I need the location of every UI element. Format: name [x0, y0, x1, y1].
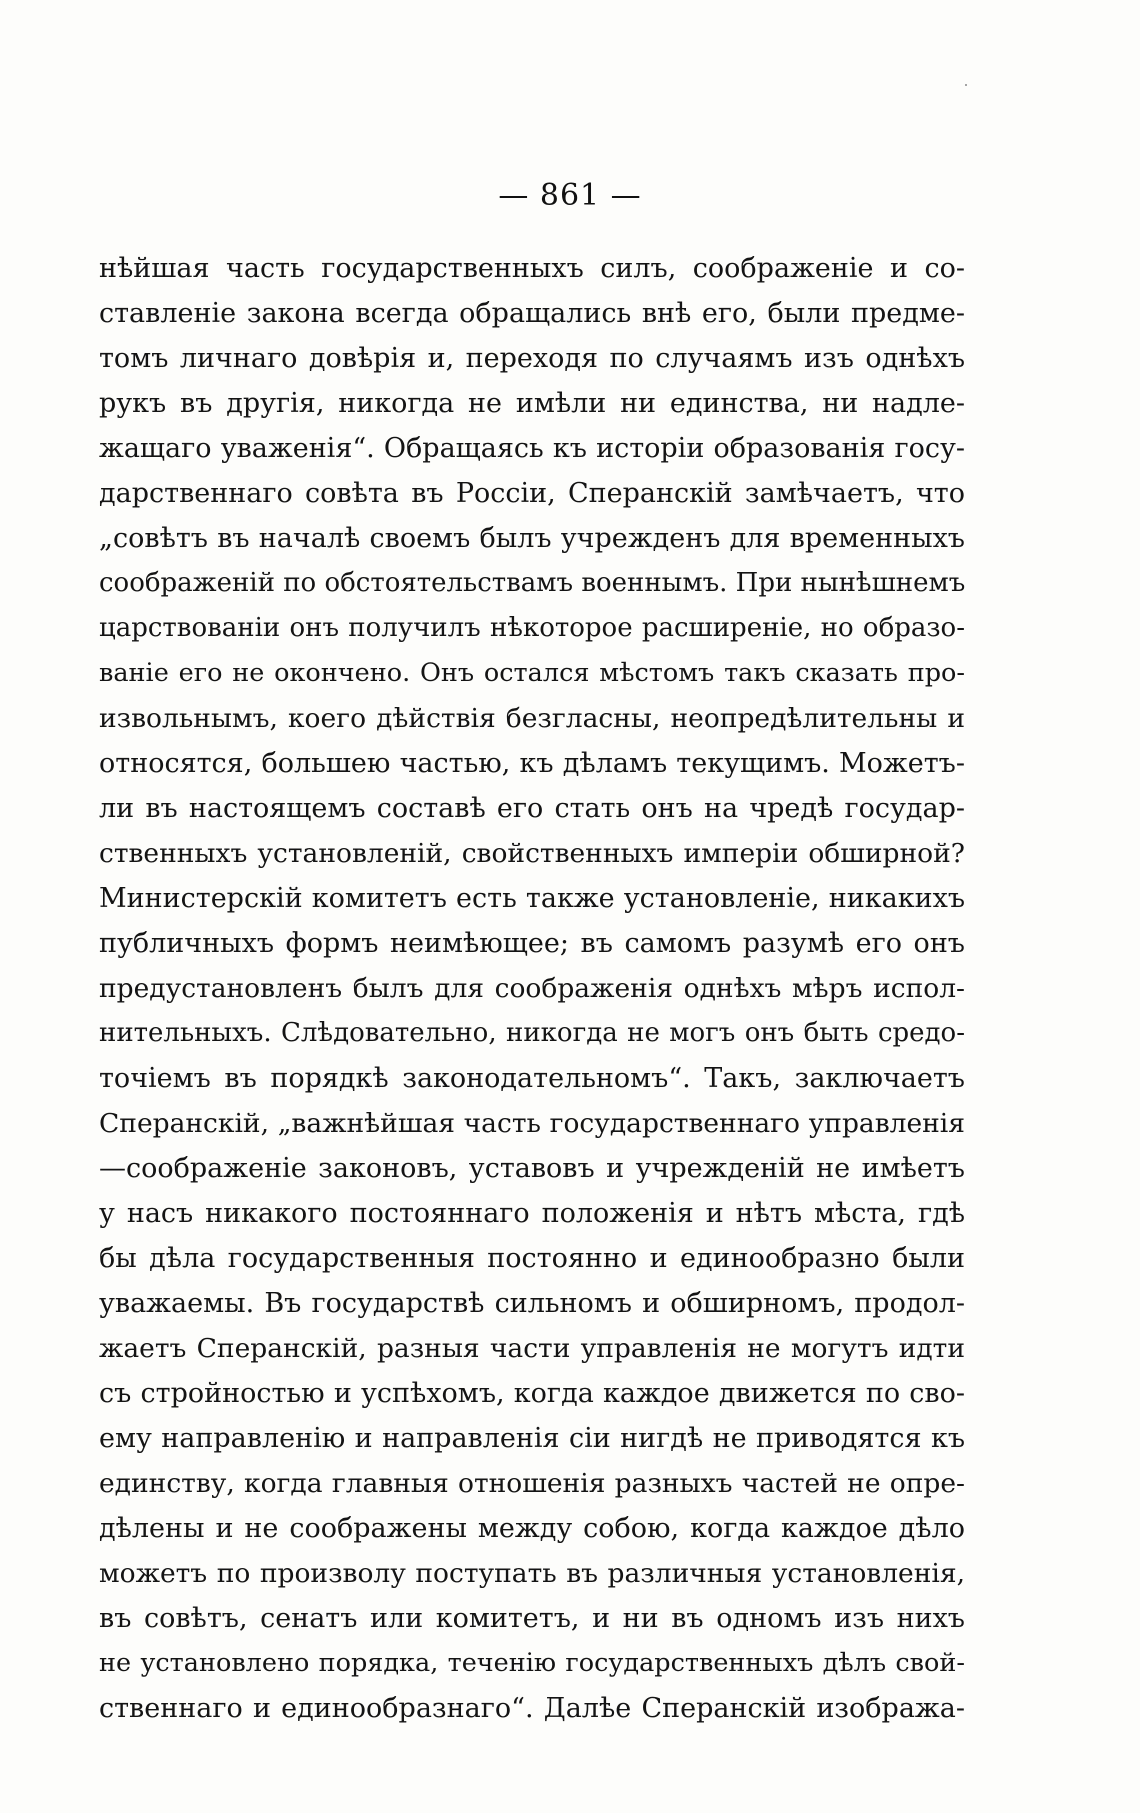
- text-line: съ стройностью и успѣхомъ, когда каждое движется по сво-: [99, 1378, 965, 1409]
- text-line: —соображеніе законовъ, уставовъ и учрежденій не имѣетъ: [99, 1153, 965, 1184]
- text-line: у насъ никакого постояннаго положенія и нѣтъ мѣста, гдѣ: [99, 1198, 965, 1229]
- text-line: жащаго уваженія“. Обращаясь къ исторіи образованія госу-: [99, 433, 965, 464]
- text-line: предустановленъ былъ для соображенія однѣхъ мѣръ испол-: [99, 973, 965, 1004]
- text-line: единству, когда главныя отношенія разныхъ частей не опре-: [99, 1468, 965, 1499]
- text-line: можетъ по произволу поступать въ различныя установленія,: [99, 1558, 965, 1589]
- text-line: уважаемы. Въ государствѣ сильномъ и обширномъ, продол-: [99, 1288, 965, 1319]
- text-line: публичныхъ формъ неимѣющее; въ самомъ разумѣ его онъ: [99, 928, 965, 959]
- text-line: въ совѣтъ, сенатъ или комитетъ, и ни въ одномъ изъ нихъ: [99, 1603, 965, 1634]
- text-line: извольнымъ, коего дѣйствія безгласны, неопредѣлительны и: [99, 703, 965, 734]
- text-line: нительныхъ. Слѣдовательно, никогда не могъ онъ быть средо-: [99, 1018, 965, 1048]
- text-line: царствованіи онъ получилъ нѣкоторое расширеніе, но образо-: [99, 613, 965, 643]
- text-line: ственнаго и единообразнаго“. Далѣе Сперанскій изобража-: [99, 1693, 965, 1724]
- text-line: Сперанскій, „важнѣйшая часть государственнаго управленія: [99, 1108, 965, 1139]
- text-line: ственныхъ установленій, свойственныхъ имперіи обширной?: [99, 838, 965, 869]
- text-line: относятся, большею частью, къ дѣламъ текущимъ. Можетъ-: [99, 748, 965, 779]
- text-line: бы дѣла государственныя постоянно и единообразно были: [99, 1243, 965, 1274]
- text-line: нѣйшая часть государственныхъ силъ, соображеніе и со-: [99, 253, 965, 284]
- page-number: — 861 —: [498, 178, 642, 213]
- text-line: томъ личнаго довѣрія и, переходя по случаямъ изъ однѣхъ: [99, 343, 965, 374]
- text-line: „совѣтъ въ началѣ своемъ былъ учрежденъ для временныхъ: [99, 523, 965, 554]
- text-line: дарственнаго совѣта въ Россіи, Сперанскій замѣчаетъ, что: [99, 478, 965, 509]
- text-line: Министерскій комитетъ есть также установленіе, никакихъ: [99, 883, 965, 914]
- text-line: ли въ настоящемъ составѣ его стать онъ на чредѣ государ-: [99, 793, 965, 824]
- text-line: жаетъ Сперанскій, разныя части управленія не могутъ идти: [99, 1333, 965, 1364]
- text-line: соображеній по обстоятельствамъ военнымъ. При нынѣшнемъ: [99, 568, 965, 598]
- text-line: не установлено порядка, теченію государственныхъ дѣлъ свой-: [99, 1648, 965, 1678]
- body-text: [99, 246, 965, 1731]
- text-line: точіемъ въ порядкѣ законодательномъ“. Такъ, заключаетъ: [99, 1063, 965, 1094]
- text-line: дѣлены и не соображены между собою, когда каждое дѣло: [99, 1513, 965, 1544]
- text-line: ваніе его не окончено. Онъ остался мѣстомъ такъ сказать про-: [99, 658, 965, 688]
- paper-speck: [965, 84, 967, 86]
- text-line: ставленіе закона всегда обращались внѣ его, были предме-: [99, 298, 965, 329]
- text-line: ему направленію и направленія сіи нигдѣ не приводятся къ: [99, 1423, 965, 1454]
- text-line: рукъ въ другія, никогда не имѣли ни единства, ни надле-: [99, 388, 965, 419]
